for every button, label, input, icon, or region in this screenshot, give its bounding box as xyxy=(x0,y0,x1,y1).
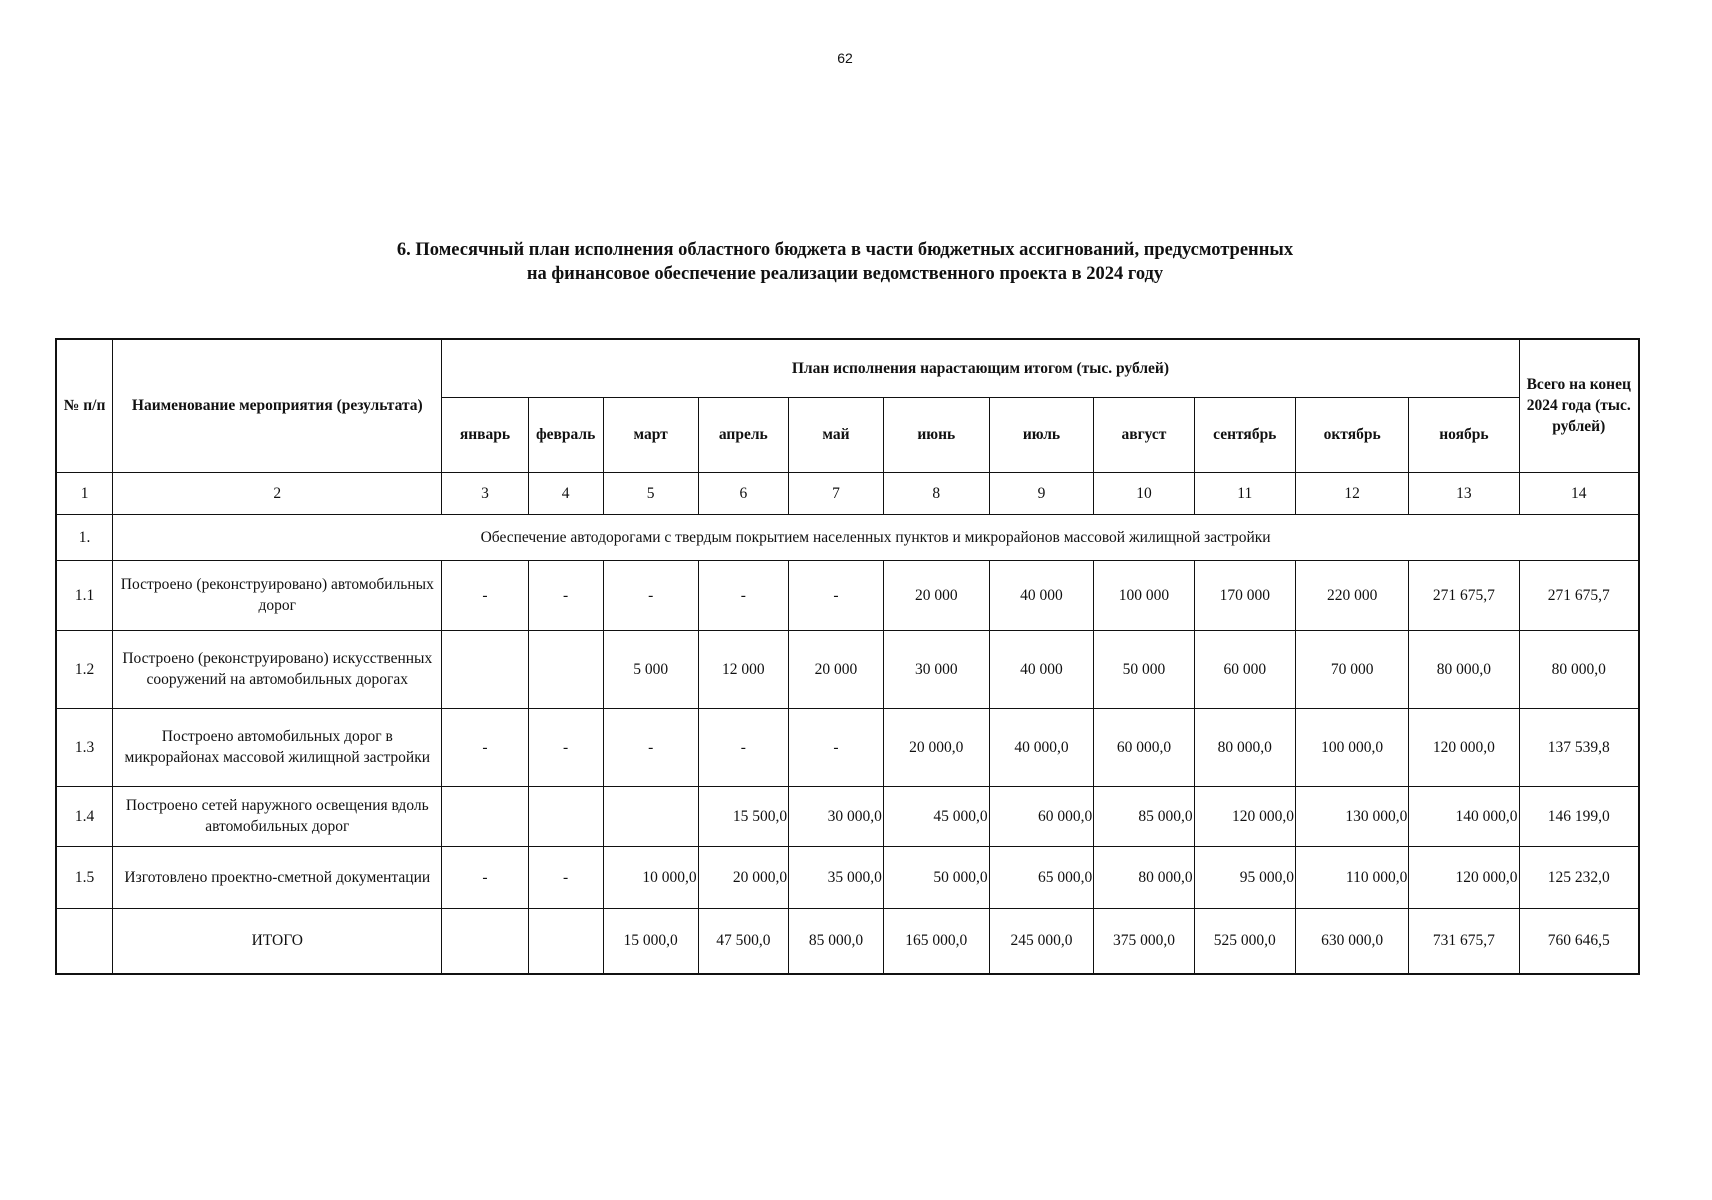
section-title: Обеспечение автодорогами с твердым покрытием населенных пунктов и микрорайонов массовой жилищной застройки xyxy=(113,514,1639,560)
value-cell xyxy=(442,630,528,708)
row-total: 146 199,0 xyxy=(1519,786,1639,846)
row-name: Построено (реконструировано) искусственных сооружений на автомобильных дорогах xyxy=(113,630,442,708)
total-value-cell: 165 000,0 xyxy=(883,908,989,974)
value-cell: 85 000,0 xyxy=(1094,786,1194,846)
value-cell: 110 000,0 xyxy=(1295,846,1408,908)
value-cell: 15 500,0 xyxy=(698,786,788,846)
column-number: 3 xyxy=(442,472,528,514)
column-number: 12 xyxy=(1295,472,1408,514)
value-cell: 20 000,0 xyxy=(883,708,989,786)
total-row xyxy=(56,908,1639,974)
header-month: октябрь xyxy=(1295,397,1408,472)
column-number: 4 xyxy=(528,472,603,514)
header-name: Наименование мероприятия (результата) xyxy=(113,339,442,472)
total-value-cell xyxy=(442,908,528,974)
value-cell: 20 000 xyxy=(789,630,884,708)
table-row xyxy=(56,560,1639,630)
total-value-cell: 245 000,0 xyxy=(989,908,1094,974)
value-cell: 60 000,0 xyxy=(989,786,1094,846)
value-cell: 50 000 xyxy=(1094,630,1194,708)
row-total: 271 675,7 xyxy=(1519,560,1639,630)
column-number: 5 xyxy=(603,472,698,514)
title-line-1: 6. Помесячный план исполнения областного бюджета в части бюджетных ассигнований, предусмотренных xyxy=(396,240,1294,260)
value-cell: - xyxy=(528,560,603,630)
total-value-cell xyxy=(528,908,603,974)
header-month: январь xyxy=(442,397,528,472)
header-month: апрель xyxy=(698,397,788,472)
value-cell: 45 000,0 xyxy=(883,786,989,846)
header-month: ноябрь xyxy=(1409,397,1519,472)
header-plan-group: План исполнения нарастающим итогом (тыс. рублей) xyxy=(442,339,1519,397)
value-cell: - xyxy=(603,708,698,786)
value-cell: 40 000 xyxy=(989,560,1094,630)
document-title xyxy=(0,238,1690,286)
value-cell: 140 000,0 xyxy=(1409,786,1519,846)
value-cell xyxy=(442,786,528,846)
row-number: 1.5 xyxy=(56,846,113,908)
value-cell: 5 000 xyxy=(603,630,698,708)
header-month: май xyxy=(789,397,884,472)
value-cell: 20 000 xyxy=(883,560,989,630)
value-cell: 60 000,0 xyxy=(1094,708,1194,786)
section-number: 1. xyxy=(56,514,113,560)
value-cell: 30 000 xyxy=(883,630,989,708)
value-cell: 120 000,0 xyxy=(1194,786,1295,846)
column-number: 9 xyxy=(989,472,1094,514)
value-cell: 50 000,0 xyxy=(883,846,989,908)
value-cell xyxy=(528,630,603,708)
section-row xyxy=(56,514,1639,560)
total-value-cell: 731 675,7 xyxy=(1409,908,1519,974)
value-cell: 40 000 xyxy=(989,630,1094,708)
header-month: июль xyxy=(989,397,1094,472)
value-cell: 80 000,0 xyxy=(1194,708,1295,786)
column-number: 11 xyxy=(1194,472,1295,514)
value-cell: - xyxy=(528,846,603,908)
value-cell: - xyxy=(603,560,698,630)
header-row-1 xyxy=(56,339,1639,397)
row-name: Построено автомобильных дорог в микрорайонах массовой жилищной застройки xyxy=(113,708,442,786)
header-month: март xyxy=(603,397,698,472)
total-value-cell: 630 000,0 xyxy=(1295,908,1408,974)
column-numbers-row xyxy=(56,472,1639,514)
value-cell: 10 000,0 xyxy=(603,846,698,908)
table-row xyxy=(56,846,1639,908)
row-number: 1.1 xyxy=(56,560,113,630)
header-month: февраль xyxy=(528,397,603,472)
value-cell: 100 000 xyxy=(1094,560,1194,630)
value-cell: 130 000,0 xyxy=(1295,786,1408,846)
row-number: 1.2 xyxy=(56,630,113,708)
header-num: № п/п xyxy=(56,339,113,472)
value-cell: 100 000,0 xyxy=(1295,708,1408,786)
column-number: 10 xyxy=(1094,472,1194,514)
table-row xyxy=(56,630,1639,708)
value-cell: - xyxy=(698,708,788,786)
value-cell: - xyxy=(789,708,884,786)
row-number: 1.3 xyxy=(56,708,113,786)
value-cell: 120 000,0 xyxy=(1409,846,1519,908)
budget-plan-table xyxy=(55,338,1640,975)
grand-total: 760 646,5 xyxy=(1519,908,1639,974)
value-cell: - xyxy=(789,560,884,630)
value-cell: 20 000,0 xyxy=(698,846,788,908)
header-month: июнь xyxy=(883,397,989,472)
value-cell: 120 000,0 xyxy=(1409,708,1519,786)
value-cell: 65 000,0 xyxy=(989,846,1094,908)
value-cell xyxy=(528,786,603,846)
value-cell: 95 000,0 xyxy=(1194,846,1295,908)
value-cell: 80 000,0 xyxy=(1409,630,1519,708)
value-cell: - xyxy=(442,846,528,908)
title-line-2: на финансовое обеспечение реализации ведомственного проекта в 2024 году xyxy=(526,264,1164,284)
value-cell: - xyxy=(698,560,788,630)
row-total: 125 232,0 xyxy=(1519,846,1639,908)
total-value-cell: 525 000,0 xyxy=(1194,908,1295,974)
value-cell: 12 000 xyxy=(698,630,788,708)
total-label: ИТОГО xyxy=(113,908,442,974)
value-cell: 35 000,0 xyxy=(789,846,884,908)
value-cell: - xyxy=(442,708,528,786)
value-cell xyxy=(603,786,698,846)
total-row-number xyxy=(56,908,113,974)
table-row xyxy=(56,708,1639,786)
row-name: Изготовлено проектно-сметной документации xyxy=(113,846,442,908)
page-number: 62 xyxy=(837,50,853,66)
value-cell: - xyxy=(528,708,603,786)
total-value-cell: 47 500,0 xyxy=(698,908,788,974)
value-cell: 170 000 xyxy=(1194,560,1295,630)
value-cell: 40 000,0 xyxy=(989,708,1094,786)
header-month: август xyxy=(1094,397,1194,472)
row-name: Построено сетей наружного освещения вдоль автомобильных дорог xyxy=(113,786,442,846)
total-value-cell: 15 000,0 xyxy=(603,908,698,974)
header-month: сентябрь xyxy=(1194,397,1295,472)
value-cell: 60 000 xyxy=(1194,630,1295,708)
value-cell: 70 000 xyxy=(1295,630,1408,708)
column-number: 14 xyxy=(1519,472,1639,514)
column-number: 6 xyxy=(698,472,788,514)
row-total: 80 000,0 xyxy=(1519,630,1639,708)
total-value-cell: 375 000,0 xyxy=(1094,908,1194,974)
column-number: 7 xyxy=(789,472,884,514)
value-cell: - xyxy=(442,560,528,630)
column-number: 8 xyxy=(883,472,989,514)
table-row xyxy=(56,786,1639,846)
row-name: Построено (реконструировано) автомобильных дорог xyxy=(113,560,442,630)
value-cell: 271 675,7 xyxy=(1409,560,1519,630)
row-number: 1.4 xyxy=(56,786,113,846)
value-cell: 80 000,0 xyxy=(1094,846,1194,908)
row-total: 137 539,8 xyxy=(1519,708,1639,786)
header-total: Всего на конец 2024 года (тыс. рублей) xyxy=(1519,339,1639,472)
value-cell: 220 000 xyxy=(1295,560,1408,630)
value-cell: 30 000,0 xyxy=(789,786,884,846)
column-number: 13 xyxy=(1409,472,1519,514)
column-number: 1 xyxy=(56,472,113,514)
column-number: 2 xyxy=(113,472,442,514)
total-value-cell: 85 000,0 xyxy=(789,908,884,974)
